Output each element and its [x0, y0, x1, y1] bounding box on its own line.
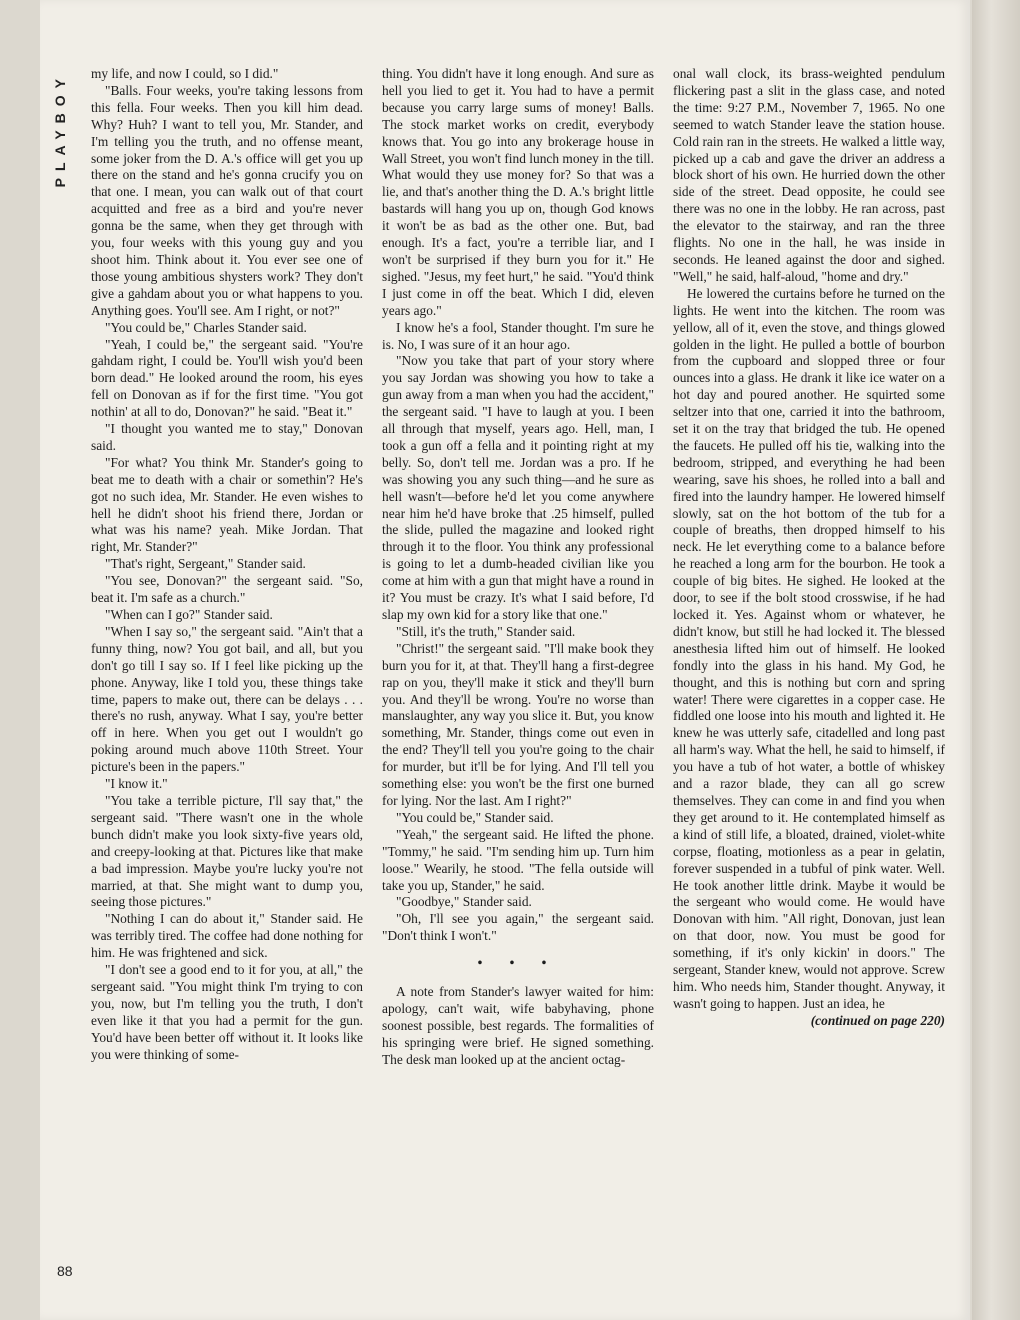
paragraph: "Now you take that part of your story where you say Jordan was showing you how to take a gun away from a man when you had the accident," the sergeant said. "I have to laugh at you. I been all through that myself, years ago. Hell, man, I took a gun off a fella and it pointing right at my belly. So, don't tell me. Jordan was a pro. If he was showing you any such thing—and he sure as hell wasn't—before he'd let you come anywhere near him he'd have broke that .25 himself, pulled the slide, pulled the magazine and looked right through it to the floor. You think any professional is going to let a dumb-headed civilian like you come at him with a gun that might have a round in it? You must be crazy. It's what I said before, I'd slap my own kid for a story like that one." [382, 353, 654, 622]
binding-gutter [972, 0, 1020, 1320]
text-column-2 [382, 66, 654, 1069]
paragraph: "When can I go?" Stander said. [105, 607, 273, 622]
paragraph: "You could be," Stander said. [396, 809, 554, 825]
page-number: 88 [57, 1263, 73, 1279]
paragraph: "Yeah, I could be," the sergeant said. "You're gahdam right, I could be. You'll wish you'd been born dead." He looked around the room, his eyes fell on Donovan as if for the first time. "You got nothin' at all to do, Donovan?" he said. "Beat it." [91, 336, 363, 420]
paragraph: A note from Stander's lawyer waited for him: apology, can't wait, wife babyhaving, phone soonest possible, best regards. The formalities of his springing were brief. He signed something. The desk man looked up at the ancient octag- [382, 984, 654, 1067]
paragraph: "You take a terrible picture, I'll say that," the sergeant said. "There wasn't one in the whole bunch didn't make you look sixty-five years old, and creepy-looking at that. Pictures like that make a bad impression. Maybe you're lucky you're not married, at that. She might want to dump you, seeing those pictures." [91, 792, 363, 910]
text-column-3 [673, 66, 945, 1030]
section-break-ornament: • • • [477, 955, 559, 971]
paragraph: He lowered the curtains before he turned on the lights. He went into the kitchen. The room was yellow, all of it, even the stove, and things glowed golden in the light. He pulled a bottle of bourbon from the cupboard and slopped three or four ounces into a glass. He drank it like ice water on a hot day and poured another. He squirted some seltzer into that one, carried it into the bathroom, set it on the tray that bridged the tub. He opened the faucets. He pulled off his tie, walking into the bedroom, stripped, and everything he had been wearing, save his shoes, he rolled into a ball and fired into the laundry hamper. He lowered himself slowly, sat on the hot bottom of the tub for a couple of breaths, then dropped himself to his neck. He let everything come to a balance before he reached a long arm for the bourbon. He took a couple of big bites. He sighed. He looked at the door, to see if the bolt stood crosswise, if he had locked it. Yes. Against whom or whatever, he didn't know, but still he had locked it. The blessed anesthesia lifted him out of himself. He looked fondly into the glass in his hand. My God, he thought, and this is nothing but corn and spring water! There were cigarettes in a copper case. He fiddled one loose into his mouth and lighted it. He knew he was utterly safe, citadelled and long past all harm's way. What the hell, he said to himself, if you have a tub of hot water, a bottle of whiskey and a razor blade, they can all go screw themselves. They can come in and find you when they get around to it. He contemplated himself as a kind of still life, a bloated, drained, violet-white corpse, floating, motionless as a pear in gelatin, forever suspended in a tubful of pink water. Well. He took another little drink. Maybe it would be the sergeant who would come. He would have Donovan with him. "All right, Donovan, just lean on that door, now. You must be good for something, if it's only kickin' in doors." The sergeant, Stander knew, would not approve. Screw him. Who needs him, Stander thought. Anyway, it wasn't going to happen. Just an idea, he [673, 285, 945, 1011]
paragraph: "That's right, Sergeant," Stander said. [105, 556, 306, 572]
paragraph: onal wall clock, its brass-weighted pendulum flickering past a slit in the glass case, and noted the time: 9:27 P.M., November 7, 1965. No one seemed to watch Stander leave the station house. Cold rain ran in the streets. He walked a little way, picked up a cab and gave the driver an address a block short of his own. He hurried down the other side of the street. Dead opposite, he could see there was no one in the lobby. He ran across, past the elevator to the stairway, and ran the three flights. No one in the hall, he was inside in seconds. He leaned against the door and sighed. "Well," he said, half-aloud, "home and dry." [673, 66, 945, 284]
paragraph: I know he's a fool, Stander thought. I'm sure he is. No, I was sure of it an hour ago. [382, 319, 654, 352]
paragraph: "Christ!" the sergeant said. "I'll make book they burn you for it, at that. They'll hang a first-degree rap on you, they'll make it stick and they'll burn you. And they'll be wrong. You're no worse than manslaughter, any way you slice it. But, you know something, Mr. Stander, things come out even in the end? They'll tell you you're going to the chair for murder, but it'll be for lying. And I'll tell you something else: you won't be the first one burned for lying. Nor the last. Am I right?" [382, 640, 654, 808]
paragraph: "Yeah," the sergeant said. He lifted the phone. "Tommy," he said. "I'm sending him up. Turn him loose." Wearily, he stood. "The fella outside will take you up, Stander," he said. [382, 826, 654, 893]
paragraph: "Nothing I can do about it," Stander said. He was terribly tired. The coffee had done nothing for him. He was frightened and sick. [91, 911, 363, 961]
paragraph: "You see, Donovan?" the sergeant said. "So, beat it. I'm safe as a church." [91, 573, 363, 606]
paragraph: "For what? You think Mr. Stander's going to beat me to death with a chair or somethin'? He's got no such idea, Mr. Stander. He even wishes to hell he didn't shoot his friend there, Jordan or what was his name? yeah. Mike Jordan. That right, Mr. Stander?" [91, 454, 363, 555]
paragraph: "You could be," Charles Stander said. [105, 319, 307, 335]
paragraph: "When I say so," the sergeant said. "Ain't that a funny thing, now? You got bail, and all, but you don't go till I say so. If I feel like picking up the phone. Anyway, like I told you, these things take time, papers to make out, there can be delays . . . there's no rush, anyway. What I say, you're better off in here. When you get out I wouldn't go poking around much above 110th Street. Your picture's been in the papers." [91, 623, 363, 775]
paragraph: "Oh, I'll see you again," the sergeant said. "Don't think I won't." [382, 911, 654, 944]
paragraph: "Still, it's the truth," Stander said. [396, 623, 576, 639]
text-column-1 [91, 66, 363, 1063]
paragraph: "I thought you wanted me to stay," Donovan said. [91, 421, 363, 453]
running-head: PLAYBOY [52, 72, 68, 188]
paragraph: "Goodbye," Stander said. [396, 894, 532, 910]
continued-line: (continued on page 220) [810, 1012, 945, 1028]
paragraph: my life, and now I could, so I did." [91, 66, 279, 81]
paragraph: "Balls. Four weeks, you're taking lessons from this fella. Four weeks. Then you kill him dead. Why? Huh? I want to tell you, Mr. Stander, and I'm telling you the truth, and no offense meant, some joker from the D. A.'s office will get you up there on the stand and he's gonna crucify you on that one. I mean, you can walk out of that court acquitted and free as a bird and you're never gonna be the same, when they get through with you, four weeks with this young guy and you shoot him. Think about it. You ever see one of those young ambitious shysters work? They don't give a gahdam about you or what happens to you. Anything goes. You'll see. Am I right, or not?" [91, 82, 363, 318]
paragraph: "I don't see a good end to it for you, at all," the sergeant said. "You might think I'm trying to con you, now, but I'm telling you the truth, I don't even like it that you had a permit for the gun. You'd have been better off without it. It looks like you were thinking of some- [91, 962, 363, 1062]
paragraph: "I know it." [105, 776, 168, 792]
paragraph: thing. You didn't have it long enough. And sure as hell you lied to get it. You had to have a permit because you carry large sums of money! Balls. The stock market works on credit, everybody knows that. You go into any brokerage house in Wall Street, you won't find lunch money in the till. What would they use money for? So that was a lie, and that's another thing the D. A.'s bright little bastards will hang you up on, though God knows it won't be as bad as the other one. But, bad enough. It's a fact, you're a terrible liar, and I won't be surprised if they burn you for it." He sighed. "Jesus, my feet hurt," he said. "You'd think I just come in off the beat. Which I did, eleven years ago." [382, 66, 654, 318]
